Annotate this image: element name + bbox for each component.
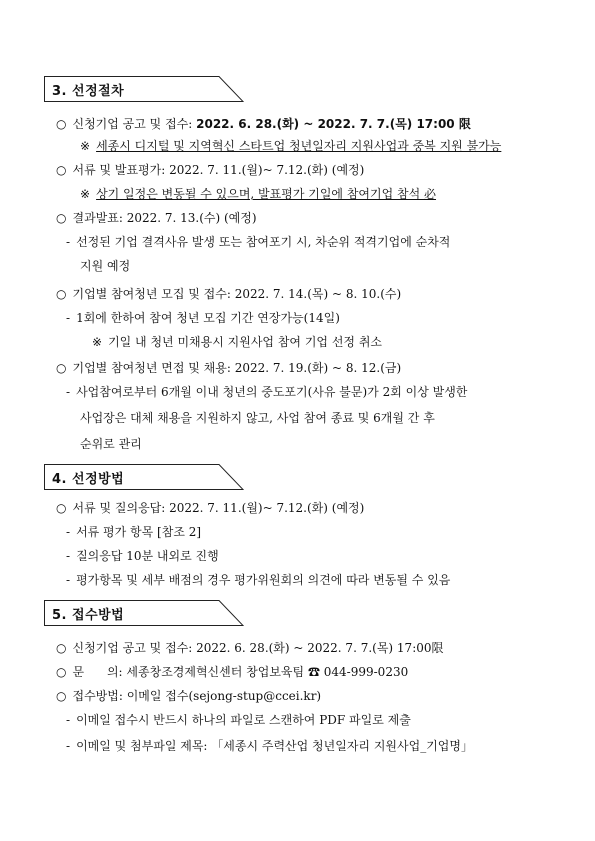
circle-bullet: ○ (56, 287, 67, 301)
dash-bullet: - (66, 235, 71, 249)
circle-bullet: ○ (56, 641, 67, 655)
circle-bullet: ○ (56, 117, 67, 131)
circle-bullet: ○ (56, 211, 67, 225)
s3-line-11b: 사업장은 대체 채용을 지원하지 않고, 사업 참여 종료 및 6개월 간 후 (80, 411, 435, 425)
s3-line-7: ○ 기업별 참여청년 모집 및 접수: 2022. 7. 14.(목) ~ 8. 10.(수) (56, 287, 402, 301)
s5-line-5: - 이메일 및 첨부파일 제목: 「세종시 주력산업 청년일자리 지원사업_기업명」 (66, 739, 473, 753)
dash-bullet: - (66, 573, 71, 587)
dash-bullet: - (66, 525, 71, 539)
dash-bullet: - (66, 311, 71, 325)
section-4-header (44, 464, 244, 490)
s3-line-6b: 지원 예정 (80, 259, 131, 273)
s3-line-8: - 1회에 한하여 참여 청년 모집 기간 연장가능(14일) (66, 311, 340, 325)
s3-line-2: ※ 세종시 디지털 및 지역혁신 스타트업 청년일자리 지원사업과 중복 지원 불가능 (80, 139, 502, 153)
note-mark: ※ (80, 139, 91, 153)
s3-line-10: ○ 기업별 참여청년 면접 및 채용: 2022. 7. 19.(화) ~ 8. 12.(금) (56, 361, 402, 375)
s3-line-11c: 순위로 관리 (80, 437, 142, 451)
section-4-title: 4. 선정방법 (52, 472, 125, 487)
dash-bullet: - (66, 713, 71, 727)
phone-icon: ☎ (307, 665, 320, 679)
note-mark: ※ (80, 187, 91, 201)
circle-bullet: ○ (56, 361, 67, 375)
s5-line-4: - 이메일 접수시 반드시 하나의 파일로 스캔하여 PDF 파일로 제출 (66, 713, 411, 727)
s5-line-3: ○ 접수방법: 이메일 접수(sejong-stup@ccei.kr) (56, 689, 322, 703)
circle-bullet: ○ (56, 665, 67, 679)
s5-line-1: ○ 신청기업 공고 및 접수: 2022. 6. 28.(화) ~ 2022. 7. 7.(목) 17:00限 (56, 641, 444, 655)
section-3-title: 3. 선정절차 (52, 84, 125, 99)
dash-bullet: - (66, 739, 71, 753)
circle-bullet: ○ (56, 689, 67, 703)
dash-bullet: - (66, 385, 71, 399)
s5-line-2: ○ 문 의: 세종창조경제혁신센터 창업보육팀 ☎ 044-999-0230 (56, 665, 409, 679)
s3-line-3: ○ 서류 및 발표평가: 2022. 7. 11.(월)~ 7.12.(화) (예정) (56, 163, 365, 177)
s4-line-2: - 서류 평가 항목 [참조 2] (66, 525, 202, 539)
circle-bullet: ○ (56, 163, 67, 177)
s3-line-5: ○ 결과발표: 2022. 7. 13.(수) (예정) (56, 211, 257, 225)
s4-line-3: - 질의응답 10분 내외로 진행 (66, 549, 219, 563)
s4-line-1: ○ 서류 및 질의응답: 2022. 7. 11.(월)~ 7.12.(화) (예정) (56, 501, 365, 515)
section-3-header (44, 76, 244, 102)
section-5-header (44, 600, 244, 626)
s3-line-4: ※ 상기 일정은 변동될 수 있으며, 발표평가 기일에 참여기업 참석 必 (80, 187, 437, 201)
s4-line-4: - 평가항목 및 세부 배점의 경우 평가위원회의 의견에 따라 변동될 수 있음 (66, 573, 451, 587)
note-mark: ※ (92, 335, 103, 349)
section-5-title: 5. 접수방법 (52, 608, 125, 623)
dash-bullet: - (66, 549, 71, 563)
s3-line-9: ※ 기일 내 청년 미채용시 지원사업 참여 기업 선정 취소 (92, 335, 383, 349)
circle-bullet: ○ (56, 501, 67, 515)
s3-line-1: ○ 신청기업 공고 및 접수: 2022. 6. 28.(화) ~ 2022. 7. 7.(목) 17:00 限 (56, 117, 471, 131)
s3-line-11a: - 사업참여로부터 6개월 이내 청년의 중도포기(사유 불문)가 2회 이상 발생한 (66, 385, 468, 399)
s3-line-6a: - 선정된 기업 결격사유 발생 또는 참여포기 시, 차순위 적격기업에 순차적 (66, 235, 451, 249)
